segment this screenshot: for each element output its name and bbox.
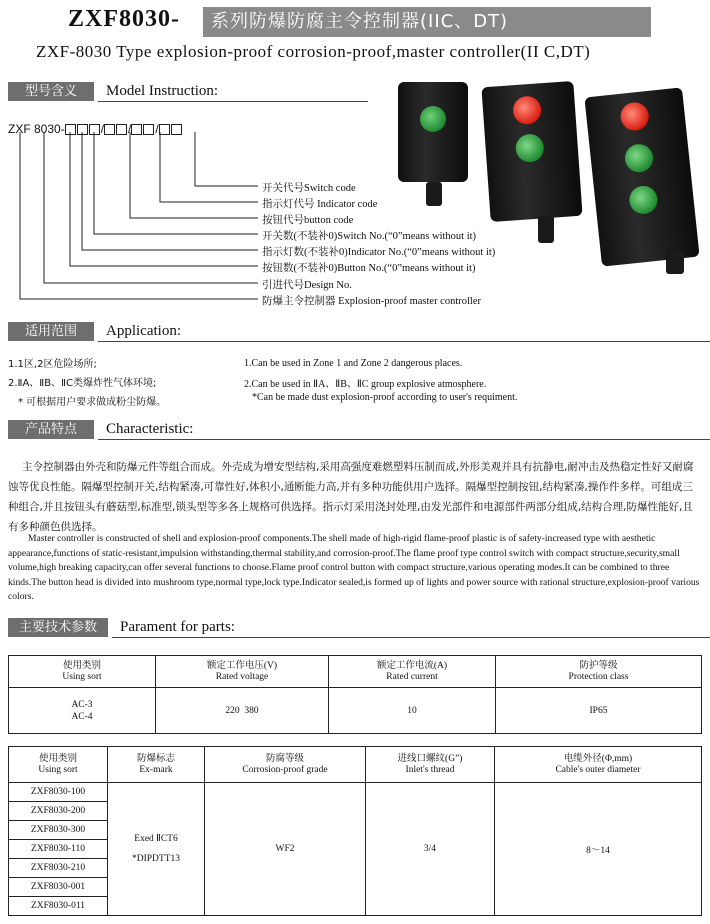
application-en-3: *Can be made dust explosion-proof according to user's requiment.	[252, 392, 518, 403]
header-rated-current: 额定工作电流(A) Rated current	[329, 656, 496, 688]
model-code-prefix: ZXF 8030-	[8, 122, 65, 136]
product-photo	[380, 70, 710, 280]
header-inlet-thread: 进线口螺纹(G”) Inlet's thread	[366, 747, 495, 783]
green-button-icon	[515, 133, 545, 163]
cable-gland-icon	[426, 182, 442, 206]
application-heading-cn: 适用范围	[8, 322, 94, 341]
corrosion-grade-cell: WF2	[205, 783, 366, 916]
model-cell: ZXF8030-210	[9, 859, 108, 878]
inlet-thread-cell: 3/4	[366, 783, 495, 916]
controller-3-image	[584, 87, 699, 266]
model-code: ZXF 8030- / / /	[8, 122, 183, 136]
characteristic-cn-text: 主令控制器由外壳和防爆元件等组合而成。外壳成为增安型结构,采用高强度难燃塑料压制而成,外形美观并具有抗静电,耐冲击及热稳定性好又耐腐蚀等优良性能。隔爆型控制开关,结构紧凑,可靠性好,体积小,通断能力高,并有多种功能供用户选择。隔爆型控制按钮,结构紧凑,操作件多样。可组成三种组合,并且按钮头有蘑菇型,标准型,锁头型等多各上规格可供选择。指示灯采用浇封处理,由发光部件和电源部件两部分组成,结构合理,防爆性能好,且有多种颜色供选择。	[8, 461, 694, 533]
green-button-icon	[420, 106, 446, 132]
model-heading-cn: 型号含义	[8, 82, 94, 101]
label-explosion-proof: 防爆主令控制器 Explosion-proof master controller	[262, 296, 482, 307]
header-rated-voltage: 额定工作电压(V) Rated voltage	[156, 656, 329, 688]
red-button-icon	[619, 101, 650, 132]
application-cn-1: 1.1区,2区危险场所;	[8, 359, 97, 370]
controller-2-image	[481, 81, 582, 222]
label-indicator-code: 指示灯代号 Indicator code	[262, 199, 378, 210]
cable-gland-icon	[538, 215, 554, 243]
model-title: ZXF8030-	[68, 6, 180, 32]
green-button-icon	[624, 143, 655, 174]
characteristic-heading-en: Characteristic:	[98, 420, 710, 440]
application-en-2: 2.Can be used in ⅡA、ⅡB、ⅡC group explosive atmosphere.	[244, 379, 487, 390]
label-indicator-no: 指示灯数(不装补0)Indicator No.(“0”means without it)	[262, 247, 496, 258]
application-cn-3: * 可根据用户要求做成粉尘防爆。	[18, 397, 167, 408]
model-params-table	[8, 746, 702, 916]
cable-gland-icon	[666, 250, 684, 274]
cell-protection: IP65	[496, 688, 702, 734]
model-cell: ZXF8030-001	[9, 878, 108, 897]
red-button-icon	[512, 95, 542, 125]
cell-voltage: 220 380	[156, 688, 329, 734]
header-ex-mark: 防爆标志 Ex-mark	[108, 747, 205, 783]
model-cell: ZXF8030-100	[9, 783, 108, 802]
model-cell: ZXF8030-110	[9, 840, 108, 859]
model-heading-en: Model Instruction:	[98, 82, 368, 102]
label-switch-no: 开关数(不装补0)Switch No.(“0”means without it)	[262, 231, 477, 242]
english-title: ZXF-8030 Type explosion-proof corrosion-proof,master controller(II C,DT)	[36, 42, 591, 61]
cell-using-sort: AC-3 AC-4	[9, 688, 156, 734]
params-heading-en: Parament for parts:	[112, 618, 710, 638]
cell-current: 10	[329, 688, 496, 734]
header-using-sort: 使用类别 Using sort	[9, 656, 156, 688]
header-cable-diameter: 电缆外径(Φ,mm) Cable's outer diameter	[495, 747, 702, 783]
cable-diameter-cell: 8～14	[495, 783, 702, 916]
application-heading-en: Application:	[98, 322, 710, 342]
ex-mark-cell: Exed ⅡCT6 *DIPDTT13	[108, 783, 205, 916]
characteristic-en-text: Master controller is constructed of shell and explosion-proof components.The shell made of high-rigid flame-proof plastic is of safety-increased type with aesthetic appearance,functions of static-resistant,impulsion withstanding,thermal stability,and corrosion-proof.The flame proof type control switch with compact structure,security,small volume,high breaking capacity,can offer several functions to choose.Flame proof control button with compact structure,various operating modes.It can be combined to three kinds.The button head is divided into mushroom type,normal type,lock type.Indicator sealed,is formed up of lights and power source with rational structure,explosion-proof various colors.	[8, 533, 700, 602]
chinese-title: 系列防爆防腐主令控制器(IIC、DT)	[203, 7, 651, 37]
model-cell: ZXF8030-011	[9, 897, 108, 916]
label-design-no: 引进代号Design No.	[262, 280, 352, 291]
header-corrosion-grade: 防腐等级 Corrosion-proof grade	[205, 747, 366, 783]
header-protection-class: 防护等级 Protection class	[496, 656, 702, 688]
application-en-1: 1.Can be used in Zone 1 and Zone 2 dangerous places.	[244, 358, 463, 369]
application-cn-2: 2.ⅡA、ⅡB、ⅡC类爆炸性气体环境;	[8, 378, 157, 389]
label-button-code: 按钮代号button code	[262, 215, 354, 226]
characteristic-heading-cn: 产品特点	[8, 420, 94, 439]
green-button-icon	[628, 185, 659, 216]
model-cell: ZXF8030-300	[9, 821, 108, 840]
header-using-sort: 使用类别 Using sort	[9, 747, 108, 783]
controller-1-image	[398, 82, 468, 182]
model-cell: ZXF8030-200	[9, 802, 108, 821]
params-heading-cn: 主要技术参数	[8, 618, 108, 637]
label-button-no: 按钮数(不装补0)Button No.(“0”means without it)	[262, 263, 476, 274]
rated-params-table	[8, 655, 702, 734]
label-switch-code: 开关代号Switch code	[262, 183, 356, 194]
